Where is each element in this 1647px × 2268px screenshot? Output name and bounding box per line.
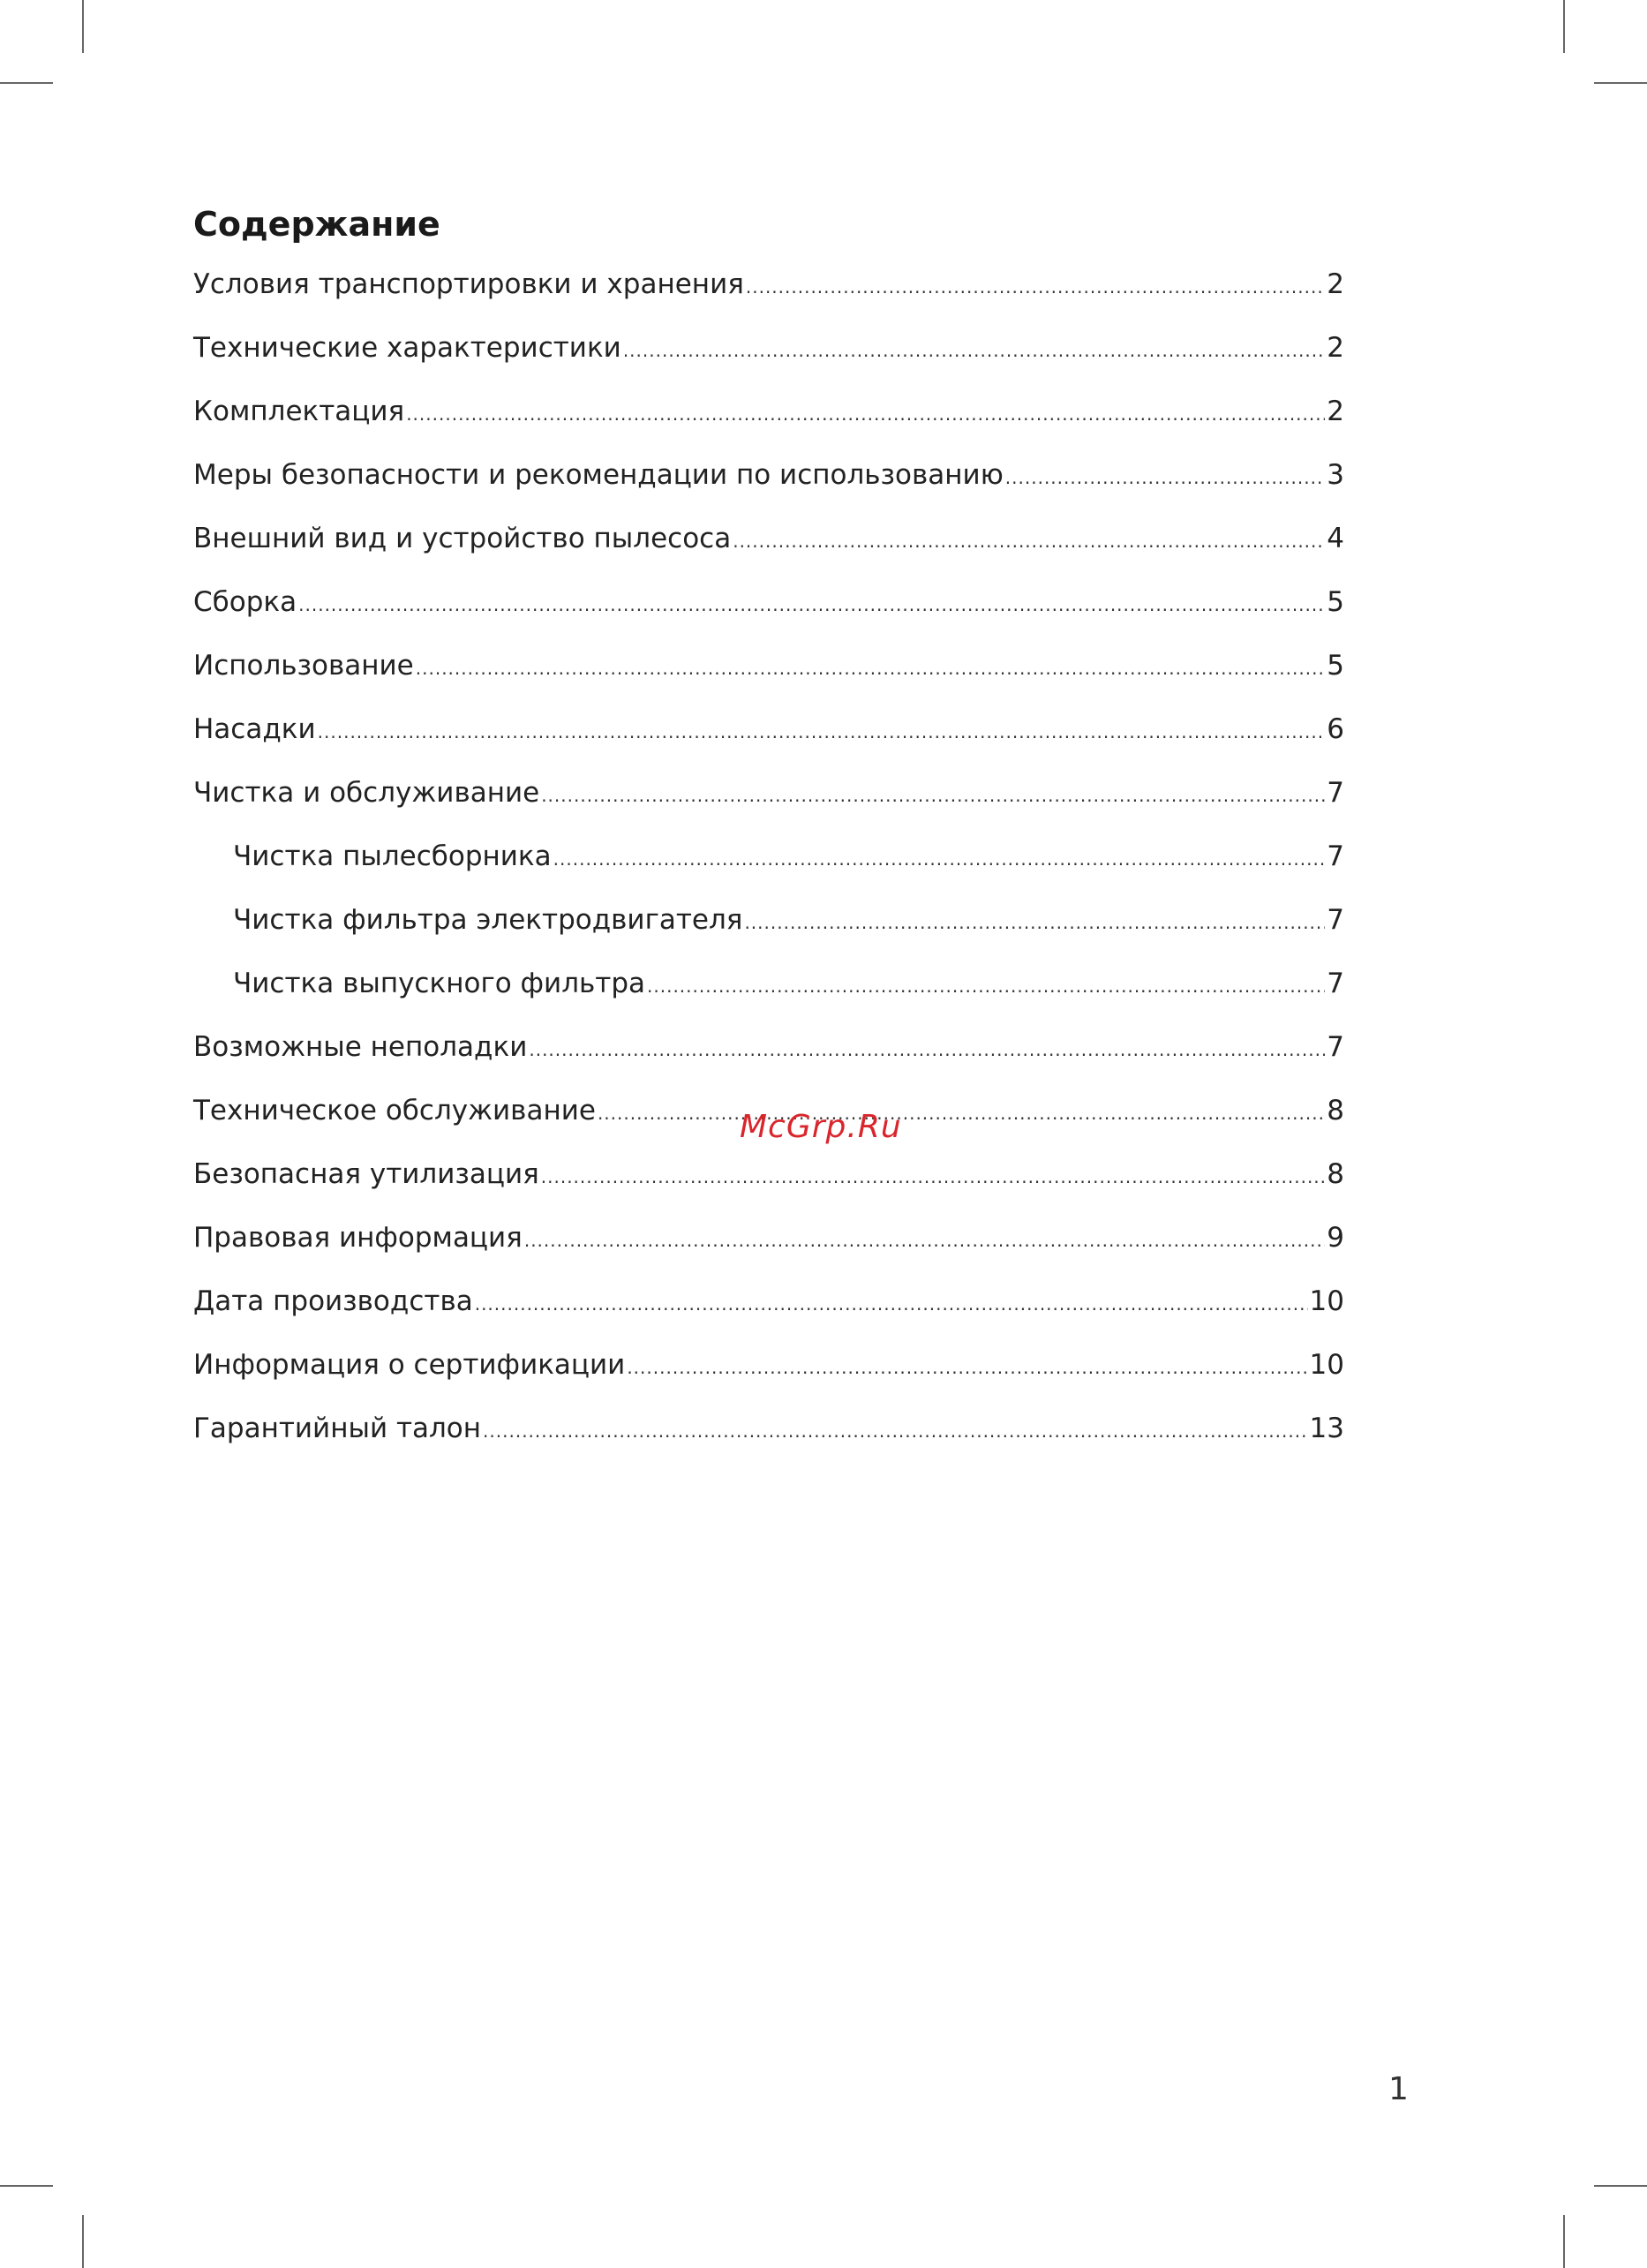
toc-entry[interactable] <box>193 634 1344 697</box>
toc-entry-label: Условия транспортировки и хранения <box>193 268 744 300</box>
toc-entry-page: 8 <box>1327 1158 1344 1190</box>
toc-entry[interactable] <box>193 316 1344 380</box>
toc-dot-leader <box>746 255 1325 319</box>
toc-entry-page: 5 <box>1327 650 1344 682</box>
toc-entry-page: 2 <box>1327 396 1344 427</box>
toc-entry-page: 13 <box>1309 1413 1344 1444</box>
toc-entry-page: 2 <box>1327 268 1344 300</box>
crop-mark-bottom-left-horizontal <box>0 2185 53 2187</box>
toc-entry-label: Сборка <box>193 586 297 618</box>
toc-entry-label: Чистка пылесборника <box>233 840 552 872</box>
toc-entry-label: Чистка и обслуживание <box>193 777 540 809</box>
toc-entry-page: 7 <box>1327 777 1344 809</box>
toc-entry-label: Информация о сертификации <box>193 1349 626 1381</box>
toc-dot-leader <box>541 1145 1326 1209</box>
toc-entry-page: 3 <box>1327 459 1344 491</box>
toc-dot-leader <box>598 1081 1325 1145</box>
toc-dot-leader <box>298 573 1325 637</box>
toc-entry-page: 4 <box>1327 523 1344 554</box>
page-number: 1 <box>1388 2071 1409 2107</box>
toc-entry-page: 5 <box>1327 586 1344 618</box>
toc-entry[interactable] <box>193 1142 1344 1206</box>
crop-mark-top-right-vertical <box>1563 0 1565 53</box>
toc-entry-label: Гарантийный талон <box>193 1413 482 1444</box>
crop-mark-bottom-left-vertical <box>82 2215 84 2268</box>
toc-entry-page: 2 <box>1327 332 1344 364</box>
crop-mark-top-left-vertical <box>82 0 84 53</box>
toc-dot-leader <box>541 764 1325 827</box>
toc-title: Содержание <box>193 205 440 244</box>
toc-entry-page: 7 <box>1327 1031 1344 1063</box>
crop-mark-top-right-horizontal <box>1594 82 1647 84</box>
toc-entry-label: Безопасная утилизация <box>193 1158 539 1190</box>
toc-dot-leader <box>733 509 1325 573</box>
crop-mark-top-left-horizontal <box>0 82 53 84</box>
toc-entry-label: Техническое обслуживание <box>193 1095 596 1126</box>
toc-entry-page: 10 <box>1309 1285 1344 1317</box>
toc-dot-leader <box>1005 446 1325 509</box>
watermark: McGrp.Ru <box>740 1109 902 1145</box>
toc-entry[interactable] <box>193 252 1344 316</box>
toc-entry-label: Чистка фильтра электродвигателя <box>233 904 743 936</box>
toc-entry-label: Дата производства <box>193 1285 473 1317</box>
toc-entry-label: Меры безопасности и рекомендации по использованию <box>193 459 1004 491</box>
table-of-contents <box>193 196 1344 1460</box>
toc-dot-leader <box>553 827 1326 891</box>
toc-entry-label: Внешний вид и устройство пылесоса <box>193 523 732 554</box>
toc-dot-leader <box>416 637 1326 700</box>
toc-dot-leader <box>524 1209 1325 1272</box>
toc-dot-leader <box>483 1399 1308 1463</box>
toc-entry[interactable] <box>193 952 1344 1015</box>
toc-entry-page: 10 <box>1309 1349 1344 1381</box>
toc-entry[interactable] <box>193 888 1344 952</box>
toc-dot-leader <box>318 700 1326 764</box>
toc-entry[interactable] <box>193 443 1344 507</box>
crop-mark-bottom-right-horizontal <box>1594 2185 1647 2187</box>
toc-entry-page: 7 <box>1327 840 1344 872</box>
toc-dot-leader <box>647 954 1325 1018</box>
toc-entry[interactable] <box>193 1397 1344 1460</box>
toc-entry-label: Насадки <box>193 713 316 745</box>
toc-entry-page: 6 <box>1327 713 1344 745</box>
toc-list <box>193 252 1344 1460</box>
toc-entry-page: 8 <box>1327 1095 1344 1126</box>
toc-dot-leader <box>475 1272 1308 1336</box>
toc-entry-label: Правовая информация <box>193 1222 523 1254</box>
toc-entry[interactable] <box>193 1333 1344 1397</box>
toc-entry[interactable] <box>193 1270 1344 1333</box>
toc-entry[interactable] <box>193 507 1344 570</box>
toc-entry[interactable] <box>193 1015 1344 1079</box>
toc-entry[interactable] <box>193 761 1344 825</box>
toc-entry-label: Чистка выпускного фильтра <box>233 968 646 999</box>
toc-entry-page: 7 <box>1327 968 1344 999</box>
toc-entry-label: Технические характеристики <box>193 332 621 364</box>
toc-entry[interactable] <box>193 570 1344 634</box>
toc-entry[interactable] <box>193 1206 1344 1270</box>
toc-dot-leader <box>623 319 1325 382</box>
toc-dot-leader <box>529 1018 1325 1081</box>
toc-entry-label: Возможные неполадки <box>193 1031 528 1063</box>
toc-dot-leader <box>744 891 1325 954</box>
crop-mark-bottom-right-vertical <box>1563 2215 1565 2268</box>
toc-dot-leader <box>627 1336 1307 1399</box>
toc-entry[interactable] <box>193 825 1344 888</box>
toc-entry-label: Использование <box>193 650 414 682</box>
toc-entry-label: Комплектация <box>193 396 405 427</box>
toc-dot-leader <box>406 382 1325 446</box>
toc-entry[interactable] <box>193 380 1344 443</box>
toc-entry-page: 9 <box>1327 1222 1344 1254</box>
toc-entry-page: 7 <box>1327 904 1344 936</box>
toc-entry[interactable] <box>193 697 1344 761</box>
